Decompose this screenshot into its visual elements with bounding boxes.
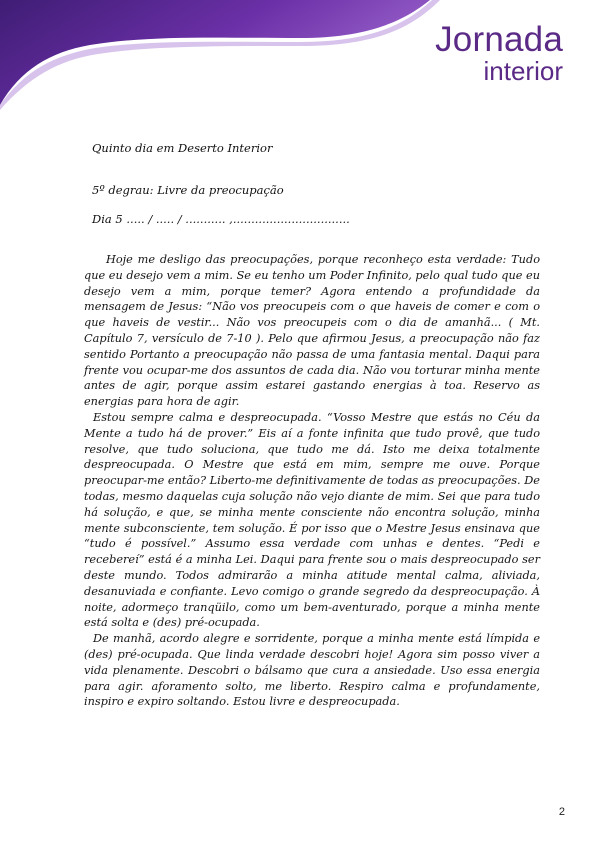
paragraph-3: De manhã, acordo alegre e sorridente, porque a minha mente está límpida e (des) pré-ocupada. Que linda verdade descobri hoje! Agora sim posso viver a vida plenamente. Descobri o bálsamo que cura a ansiedade. Uso essa energia para agir. aforamento solto, me liberto. Respiro calma e profundamente, inspiro e expiro soltando. Estou livre e despreocupada.	[84, 632, 540, 709]
page-number: 2	[558, 806, 565, 818]
body-text	[84, 252, 540, 710]
logo-line-2: interior	[483, 56, 563, 86]
date-line: Dia 5 ..... / ..... / ........... ,................................	[92, 212, 350, 226]
paragraph-1: Hoje me desligo das preocupações, porque reconheço esta verdade: Tudo que eu desejo vem a mim. Se eu tenho um Poder Infinito, pelo qual tudo que eu desejo vem a mim, porque temer? Agora entendo a profundidade da mensagem de Jesus: “Não vos preocupeis com o que haveis de comer e com o que haveis de vestir... Não vos preocupeis com o dia de amanhã... ( Mt. Capítulo 7, versículo de 7-10 ). Pelo que afirmou Jesus, a preocupação não faz sentido Portanto a preocupação não passa de uma fantasia mental. Daqui para frente vou ocupar-me dos assuntos de cada dia. Não vou torturar minha mente antes de agir, porque assim estarei gastando energias à toa. Reservo as energias para hora de agir.	[84, 253, 540, 409]
day-title: Quinto dia em Deserto Interior	[92, 141, 273, 155]
step-title: 5º degrau: Livre da preocupação	[92, 183, 284, 197]
paragraph-2: Estou sempre calma e despreocupada. “Vosso Mestre que estás no Céu da Mente a tudo há de prover.” Eis aí a fonte infinita que tudo provê, que tudo resolve, que tudo soluciona, que tudo me dá. Isto me deixa totalmente despreocupada. O Mestre que está em mim, sempre me ouve. Porque preocupar-me então? Liberto-me definitivamente de todas as preocupações. De todas, mesmo daquelas cuja solução não vejo diante de mim. Sei que para tudo há solução, e que, se minha mente consciente não encontra solução, minha mente subconsciente, tem solução. É por isso que o Mestre Jesus ensinava que “tudo é possível.” Assumo essa verdade com unhas e dentes. “Pedi e recebereí” está é a minha Lei. Daqui para frente sou o mais despreocupado ser deste mundo. Todos admirarão a minha atitude mental calma, aliviada, desanuviada e confiante. Levo comigo o grande segredo da despreocupação. À noite, adormeço tranqüilo, como um bem-aventurado, porque a minha mente está solta e (des) pré-ocupada.	[84, 410, 540, 630]
jornada-interior-logo	[435, 22, 563, 84]
logo-line-1: Jornada	[435, 20, 563, 59]
